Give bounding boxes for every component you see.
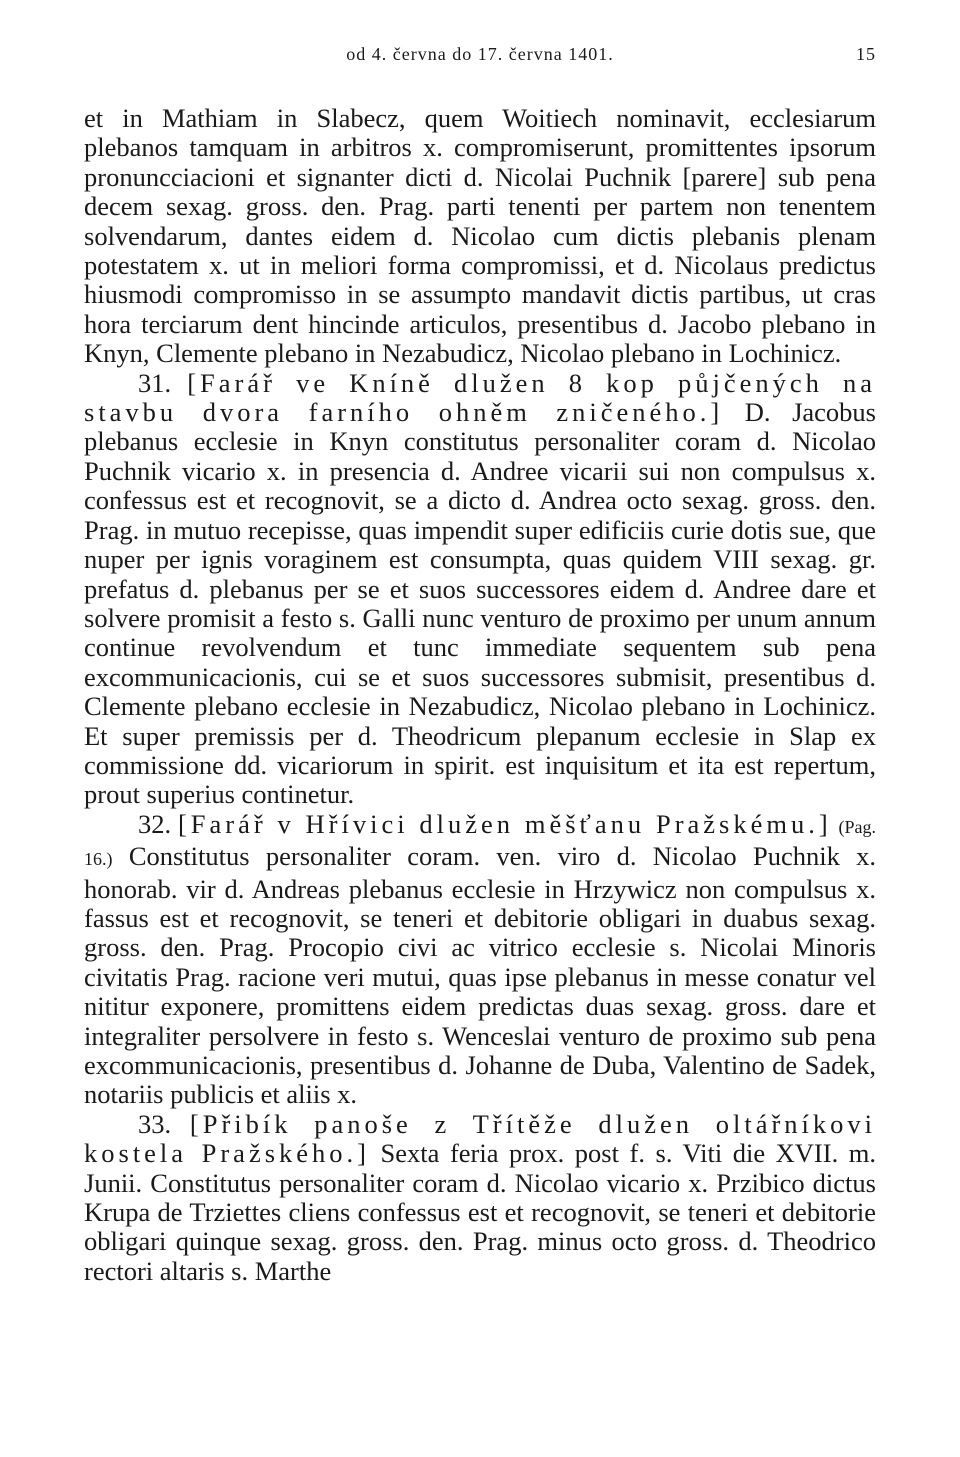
- continuation-paragraph: et in Mathiam in Slabecz, quem Woitiech nominavit, ecclesiarum plebanos tamquam in arbitros x. compromiserunt, promittentes ipsorum pronuncciacioni et signanter dicti d. Nicolai Puchnik [parere] sub pena decem sexag. gross. den. Prag. parti tenenti per partem non tenentem solvendarum, dantes eidem d. Nicolao cum dictis plebanis plenam potestatem x. ut in meliori forma compromissi, et d. Nicolaus predictus hiusmodi compromisso in se assumpto mandavit dictis partibus, ut cras hora terciarum dent hincinde articulos, presentibus d. Jacobo plebano in Knyn, Clemente plebano in Nezabudicz, Nicolao plebano in Lochinicz.: [84, 103, 876, 369]
- entry-33: [84, 1110, 876, 1286]
- entry-text: Sexta feria prox. post f. s. Viti die XVII. m. Junii. Constitutus personaliter coram d. Nicolao vicario x. Przibico dictus Krupa de Trziettes cliens confessus est et recognovit, se teneri et debitorie obligari quinque sexag. gross. den. Prag. minus octo gross. d. Theodrico rectori altaris s. Marthe: [84, 1138, 876, 1286]
- entry-number: 33.: [138, 1108, 172, 1139]
- entry-31: [84, 369, 876, 810]
- entry-number: 31.: [138, 367, 172, 398]
- entry-text: D. Jacobus plebanus ecclesie in Knyn constitutus personaliter coram d. Nicolao Puchnik vicario x. in presencia d. Andree vicarii sui non compulsus x. confessus est et recognovit, se a dicto d. Andrea octo sexag. gross. den. Prag. in mutuo recepisse, quas impendit super edificiis curie dotis sue, que nuper per ignis voraginem est consumpta, quas quidem VIII sexag. gr. prefatus d. plebanus per se et suos successores eidem d. Andree dare et solvere promisit a festo s. Galli nunc venturo de proximo per unum annum continue revolvendum et tunc immediate sequentem sub pena excommunicacionis, cui se et suos successores submisit, presentibus d. Clemente plebano ecclesie in Nezabudicz, Nicolao plebano in Lochinicz. Et super premissis per d. Theodricum plepanum ecclesie in Slap ex commissione dd. vicariorum in spirit. est inquisitum et ita est repertum, prout superius continetur.: [84, 397, 876, 810]
- running-title: od 4. června do 17. června 1401.: [346, 44, 614, 64]
- entry-32: [84, 810, 876, 1110]
- entry-regest: [Farář ve Kníně dlužen 8 kop půjčených na stavbu dvora farního ohněm zničeného.]: [84, 367, 877, 428]
- page-header: [84, 44, 876, 74]
- entry-regest: [Přibík panoše z Třítěže dlužen oltářníkovi kostela Pražského.]: [84, 1108, 877, 1169]
- entry-regest: [Farář v Hřívici dlužen měšťanu Pražskému.]: [177, 808, 832, 839]
- entry-text: Constitutus personaliter coram. ven. viro d. Nicolao Puchnik x. honorab. vir d. Andreas plebanus ecclesie in Hrzywicz non compulsus x. fassus est et recognovit, se teneri et debitorie obligari in duabus sexag. gross. den. Prag. Procopio civi ac vitrico ecclesie s. Nicolai Minoris civitatis Prag. racione veri mutui, quas ipse plebanus in messe conatur vel nititur exponere, promittens eidem predictas duas sexag. gross. dare et integraliter persolvere in festo s. Wenceslai venturo de proximo sub pena excommunicacionis, presentibus d. Johanne de Duba, Valentino de Sadek, notariis publicis et aliis x.: [84, 841, 877, 1110]
- entry-number: 32.: [138, 808, 172, 839]
- pagination-marker: (Pag. 16.): [84, 816, 876, 870]
- page-number: 15: [856, 44, 876, 64]
- document-body: [84, 104, 876, 1286]
